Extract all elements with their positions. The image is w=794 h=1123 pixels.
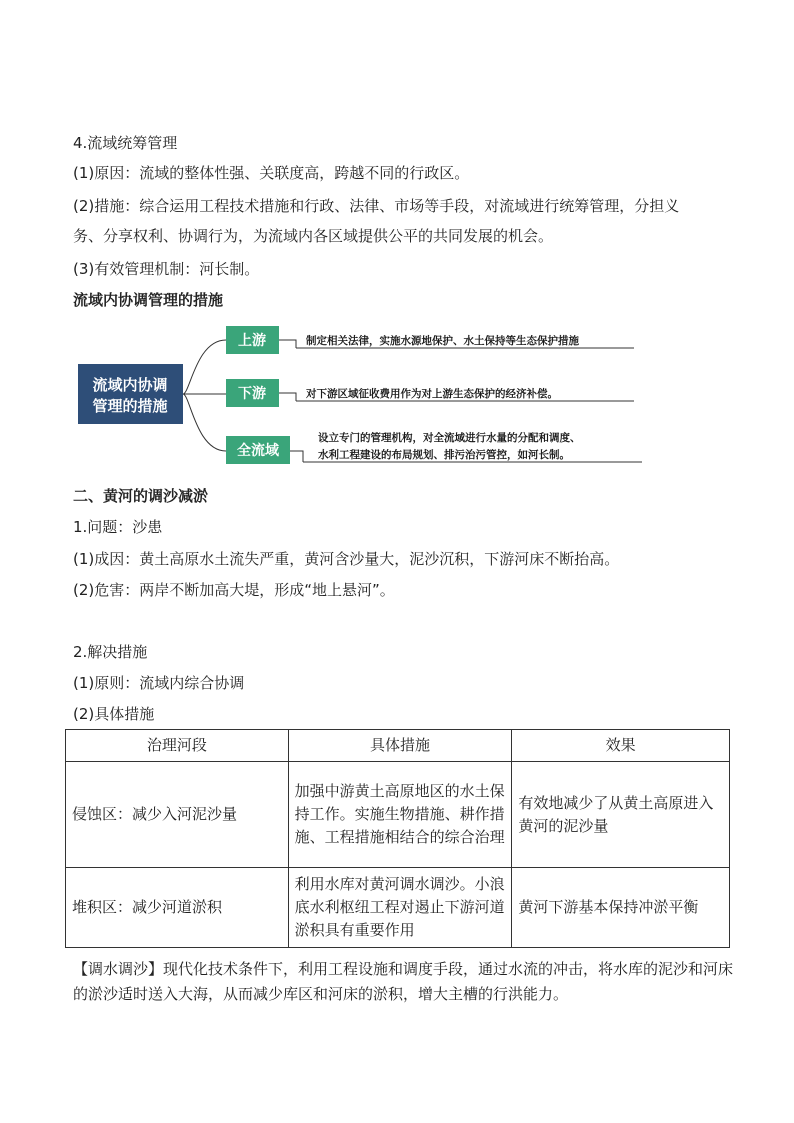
branch-arm-downstream xyxy=(279,393,296,401)
branch-desc-whole-line1: 设立专门的管理机构，对全流域进行水量的分配和调度、 xyxy=(318,432,581,444)
branch-arm-whole xyxy=(290,451,303,462)
branch-label-downstream: 下游 xyxy=(238,386,266,402)
principle-line: (1)原则：流域内综合协调 xyxy=(73,674,245,692)
center-line1: 流域内协调 xyxy=(92,376,168,394)
section4-measure-line1: (2)措施：综合运用工程技术措施和行政、法律、市场等手段，对流域进行统筹管理，分担义 xyxy=(73,197,680,215)
cause-line: (1)成因：黄土高原水土流失严重，黄河含沙量大，泥沙沉积，下游河床不断抬高。 xyxy=(73,550,620,568)
solution-line: 2.解决措施 xyxy=(73,643,148,661)
measures-mind-map xyxy=(78,320,658,470)
header-effect: 效果 xyxy=(512,730,730,762)
branch-label-upstream: 上游 xyxy=(238,333,266,349)
water-sediment-note: 【调水调沙】现代化技术条件下，利用工程设施和调度手段，通过水流的冲击，将水库的泥沙和河床的淤沙适时送入大海，从而减少库区和河床的淤积，增大主槽的行洪能力。 xyxy=(73,960,734,1003)
measures-table xyxy=(65,729,730,948)
table-row xyxy=(66,868,730,948)
section4-title: 4.流域统筹管理 xyxy=(73,134,178,152)
cell-erosion-zone: 侵蚀区：减少入河泥沙量 xyxy=(66,762,289,868)
connector-lower xyxy=(183,394,226,451)
cell-deposition-zone: 堆积区：减少河道淤积 xyxy=(66,868,289,948)
cell-deposition-measures: 利用水库对黄河调水调沙。小浪底水利枢纽工程对遏止下游河道淤积具有重要作用 xyxy=(288,868,512,948)
section2-title: 二、黄河的调沙减淤 xyxy=(73,487,209,505)
branch-desc-upstream: 制定相关法律，实施水源地保护、水土保持等生态保护措施 xyxy=(306,335,579,347)
branch-arm-upstream xyxy=(279,340,296,348)
cell-deposition-effect: 黄河下游基本保持冲淤平衡 xyxy=(512,868,730,948)
specific-line: (2)具体措施 xyxy=(73,705,155,723)
center-box xyxy=(78,364,183,424)
diagram-heading: 流域内协调管理的措施 xyxy=(73,291,224,309)
problem-line: 1.问题：沙患 xyxy=(73,518,163,536)
cell-erosion-effect: 有效地减少了从黄土高原进入黄河的泥沙量 xyxy=(512,762,730,868)
branch-label-whole: 全流域 xyxy=(237,443,279,459)
branch-desc-whole-line2: 水利工程建设的布局规划、排污治污管控，如河长制。 xyxy=(318,449,570,461)
section4-reason: (1)原因：流域的整体性强、关联度高，跨越不同的行政区。 xyxy=(73,164,470,182)
harm-line: (2)危害：两岸不断加高大堤，形成“地上悬河”。 xyxy=(73,581,395,599)
center-line2: 管理的措施 xyxy=(92,397,168,415)
cell-erosion-measures: 加强中游黄土高原地区的水土保持工作。实施生物措施、耕作措施、工程措施相结合的综合治理 xyxy=(288,762,512,868)
header-section: 治理河段 xyxy=(66,730,289,762)
section4-measure-line2: 务、分享权利、协调行为，为流域内各区域提供公平的共同发展的机会。 xyxy=(73,227,554,245)
table-header-row xyxy=(66,730,730,762)
table-row xyxy=(66,762,730,868)
branch-desc-downstream: 对下游区域征收费用作为对上游生态保护的经济补偿。 xyxy=(306,388,558,400)
header-measures: 具体措施 xyxy=(288,730,512,762)
section4-mechanism: (3)有效管理机制：河长制。 xyxy=(73,260,260,278)
connector-upper xyxy=(183,340,226,394)
